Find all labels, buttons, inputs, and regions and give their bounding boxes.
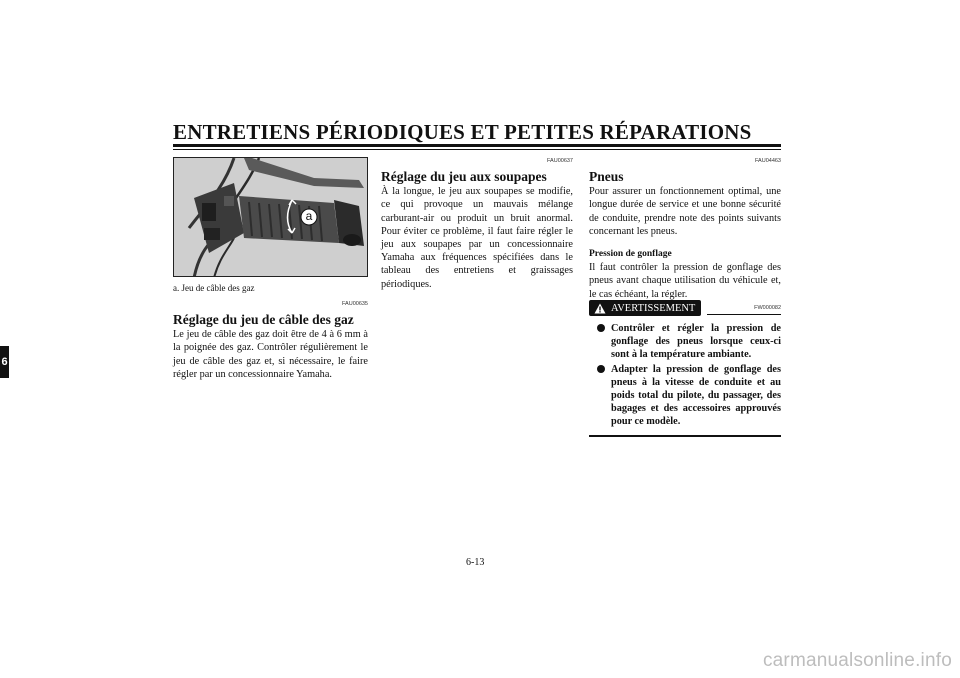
page-number: 6-13 [466, 557, 485, 568]
section-tires [589, 155, 781, 315]
throttle-figure [173, 157, 368, 277]
warning-rule [707, 314, 781, 315]
warning-badge [589, 300, 701, 316]
section-heading: Réglage du jeu de câble des gaz [173, 312, 354, 328]
bullet-icon [597, 365, 605, 373]
warning-code: FW000082 [754, 304, 781, 311]
bullet-icon [597, 324, 605, 332]
section-throttle-cable [173, 298, 368, 381]
page-header-title: ENTRETIENS PÉRIODIQUES ET PETITES RÉPARATIONS [173, 120, 752, 144]
header-rule [173, 144, 781, 150]
section-heading: Réglage du jeu aux soupapes [381, 169, 547, 185]
warning-box [589, 300, 781, 437]
warning-item [589, 322, 781, 362]
section-code: FAU04463 [755, 158, 781, 164]
section-code: FAU00637 [547, 158, 573, 164]
warning-item-text: Contrôler et régler la pression de gonflage des pneus lorsque ceux-ci sont à la température ambiante. [611, 323, 781, 361]
figure-caption: a. Jeu de câble des gaz [173, 283, 255, 293]
warning-item-text: Adapter la pression de gonflage des pneus à la vitesse de conduite et au poids total du pilote, du passager, des bagages et des accessoires approuvés pour ce modèle. [611, 363, 781, 428]
figure-callout-label: a [305, 209, 313, 223]
section-body: Le jeu de câble des gaz doit être de 4 à 6 mm à la poignée des gaz. Contrôler régulièrement le jeu de câble des gaz et, si nécessaire, le faire régler par un concessionnaire Yamaha. [173, 329, 368, 380]
subsection-body: Il faut contrôler la pression de gonflage des pneus avant chaque utilisation du véhicule et, le cas échéant, la régler. [589, 262, 781, 300]
warning-label: AVERTISSEMENT [611, 302, 696, 314]
throttle-photo [174, 158, 368, 277]
section-code: FAU00635 [342, 301, 368, 307]
warning-list [589, 322, 781, 429]
section-heading: Pneus [589, 169, 624, 185]
warning-item [589, 363, 781, 429]
warning-bottom-rule [589, 435, 781, 437]
chapter-tab: 6 [0, 346, 9, 378]
section-body: À la longue, le jeu aux soupapes se modifie, ce qui provoque un mauvais mélange carburant-air ou produit un bruit anormal. Pour éviter ce problème, il faut faire régler le jeu aux soupapes par un concessionnaire Yamaha aux fréquences spécifiées dans le tableau des entretiens et graissages périodiques. [381, 186, 573, 290]
watermark: carmanualsonline.info [762, 650, 952, 671]
subsection-heading: Pression de gonflage [589, 249, 672, 260]
section-body: Pour assurer un fonctionnement optimal, une longue durée de service et une bonne sécurité de conduite, prendre note des points suivants concernant les pneus. [589, 186, 781, 237]
warning-triangle-icon [594, 303, 606, 314]
section-valve-clearance [381, 155, 573, 291]
